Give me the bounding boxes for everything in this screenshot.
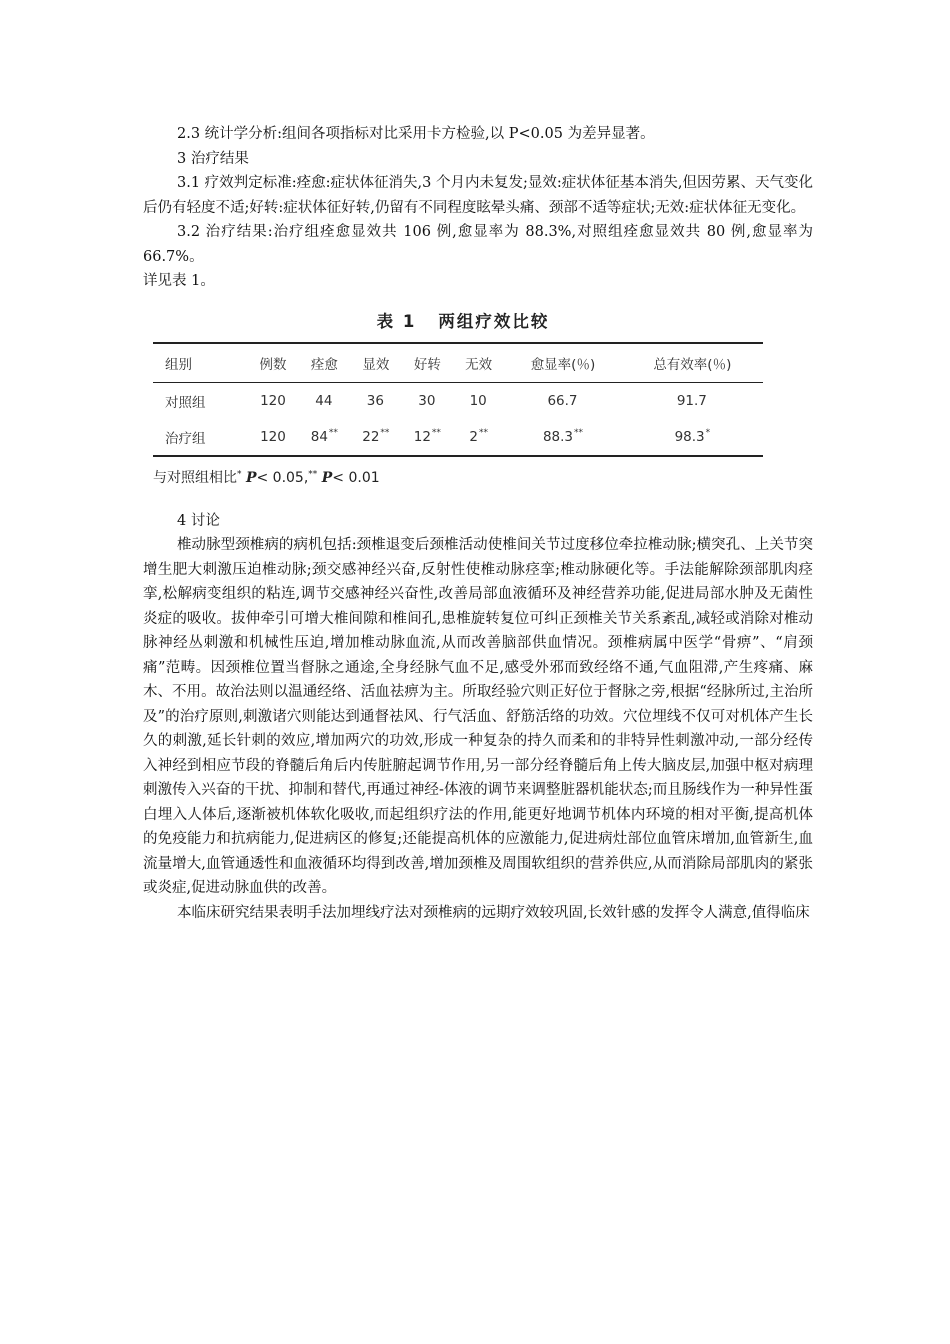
cell-ineffective: 2** bbox=[469, 428, 488, 445]
cell-group: 治疗组 bbox=[165, 430, 206, 447]
cell-cured: 84** bbox=[310, 428, 338, 445]
heading-results: 3 治疗结果 bbox=[177, 150, 249, 167]
table-row bbox=[153, 419, 763, 456]
heading-discussion: 4 讨论 bbox=[177, 512, 220, 529]
cell-total-rate: 98.3* bbox=[674, 428, 711, 445]
paragraph-see-table: 详见表 1。 bbox=[143, 273, 215, 289]
efficacy-table bbox=[153, 342, 763, 457]
table-row bbox=[153, 382, 763, 419]
table-header-row bbox=[153, 343, 763, 383]
table-label: 表 1 bbox=[376, 311, 417, 331]
paragraph-3-1: 3.1 疗效判定标准:痊愈:症状体征消失,3 个月内未复发;显效:症状体征基本消失,但因劳累、天气变化后仍有轻度不适;好转:症状体征好转,仍留有不同程度眩晕头痛、颈部不适等症状;无效:症状体征无变化。 bbox=[143, 175, 813, 216]
col-header-improved: 好转 bbox=[413, 356, 441, 373]
paragraph-2-3: 2.3 统计学分析:组间各项指标对比采用卡方检验,以 P<0.05 为差异显著。 bbox=[177, 126, 655, 142]
col-header-ineffective: 无效 bbox=[465, 356, 493, 373]
cell-group: 对照组 bbox=[165, 394, 206, 411]
table-caption: 两组疗效比较 bbox=[438, 311, 550, 331]
cell-cure-rate: 66.7 bbox=[547, 393, 578, 409]
cell-marked: 36 bbox=[366, 393, 384, 409]
col-header-cure-rate: 愈显率(％) bbox=[530, 356, 596, 373]
col-header-cured: 痊愈 bbox=[310, 356, 338, 373]
col-header-marked: 显效 bbox=[362, 356, 390, 373]
table-1 bbox=[153, 308, 773, 487]
col-header-group: 组别 bbox=[165, 356, 192, 373]
cell-cure-rate: 88.3** bbox=[542, 428, 583, 445]
cell-ineffective: 10 bbox=[469, 393, 487, 409]
table-footnote: 与对照组相比* P< 0.05,** P< 0.01 bbox=[153, 468, 380, 486]
paragraph-3-2: 3.2 治疗结果:治疗组痊愈显效共 106 例,愈显率为 88.3%,对照组痊愈显效共 80 例,愈显率为 66.7%。 bbox=[143, 224, 813, 265]
cell-total-rate: 91.7 bbox=[676, 393, 707, 409]
col-header-total-rate: 总有效率(％) bbox=[653, 356, 732, 373]
cell-count: 120 bbox=[260, 428, 286, 445]
paragraph-conclusion: 本临床研究结果表明手法加埋线疗法对颈椎病的远期疗效较巩固,长效针感的发挥令人满意,值得临床 bbox=[177, 904, 810, 921]
col-header-count: 例数 bbox=[259, 356, 287, 373]
cell-marked: 22** bbox=[362, 428, 390, 445]
document-page bbox=[143, 122, 813, 925]
cell-improved: 12** bbox=[413, 428, 441, 445]
cell-cured: 44 bbox=[315, 393, 333, 409]
paragraph-discussion: 椎动脉型颈椎病的病机包括:颈椎退变后颈椎活动使椎间关节过度移位牵拉椎动脉;横突孔、上关节突增生肥大刺激压迫椎动脉;颈交感神经兴奋,反射性使椎动脉痉挛;椎动脉硬化等。手法能解除颈部肌肉痉挛,松解病变组织的粘连,调节交感神经兴奋性,改善局部血液循环及神经营养功能,促进局部水肿及无菌性炎症的吸收。拔伸牵引可增大椎间隙和椎间孔,患椎旋转复位可纠正颈椎关节关系紊乱,减轻或消除对椎动脉神经丛刺激和机械性压迫,增加椎动脉血流,从而改善脑部供血情况。颈椎病属中医学“骨痹”、“肩颈痛”范畴。因颈椎位置当督脉之通途,全身经脉气血不足,感受外邪而致经络不通,气血阻滞,产生疼痛、麻木、不用。故治法则以温通经络、活血祛痹为主。所取经验穴则正好位于督脉之旁,根据“经脉所过,主治所及”的治疗原则,刺激诸穴则能达到通督祛风、行气活血、舒筋活络的功效。穴位埋线不仅可对机体产生长久的刺激,延长针刺的效应,增加两穴的功效,形成一种复杂的持久而柔和的非特异性刺激冲动,一部分经传入神经到相应节段的脊髓后角后内传脏腑起调节作用,另一部分经脊髓后角上传大脑皮层,加强中枢对病理刺激传入兴奋的干扰、抑制和替代,再通过神经-体液的调节来调整脏器机能状态;而且肠线作为一种异性蛋白埋入人体后,逐渐被机体软化吸收,而起组织疗法的作用,能更好地调节机体内环境的相对平衡,提高机体的免疫能力和抗病能力,促进病区的修复;还能提高机体的应激能力,促进病灶部位血管床增加,血管新生,血流量增大,血管通透性和血液循环均得到改善,增加颈椎及周围软组织的营养供应,从而消除局部肌肉的紧张或炎症,促进动脉血供的改善。 bbox=[143, 537, 813, 896]
table-title bbox=[153, 308, 773, 332]
cell-count: 120 bbox=[260, 392, 286, 409]
cell-improved: 30 bbox=[418, 393, 436, 409]
